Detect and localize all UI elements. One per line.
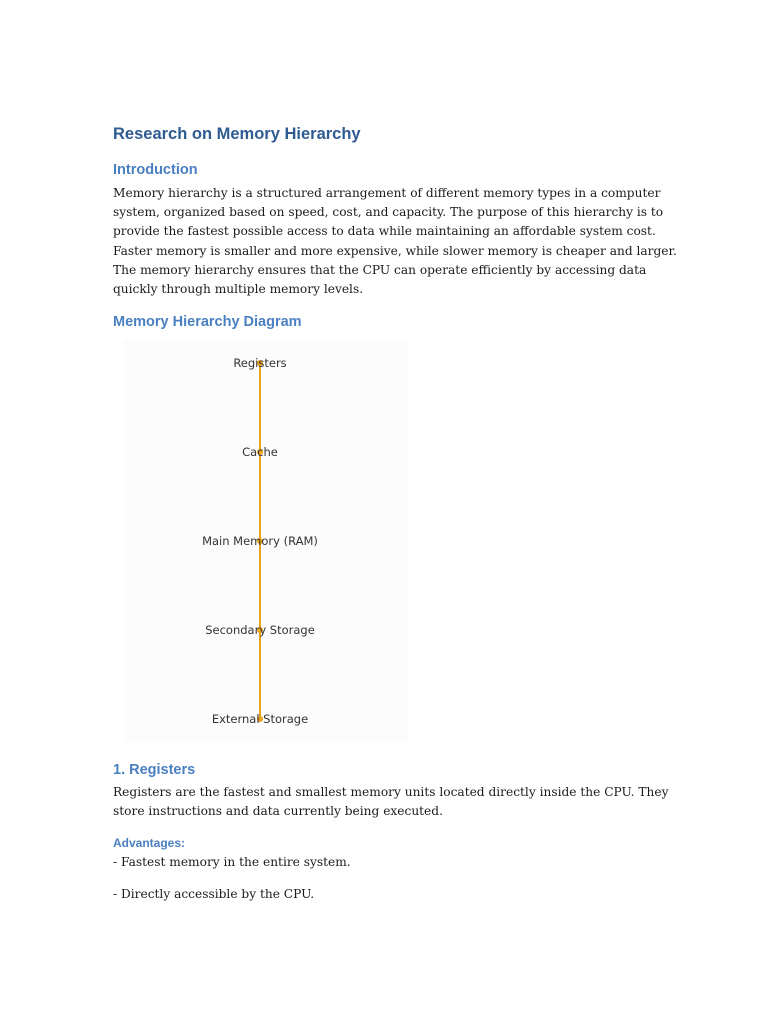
paragraph-line: store instructions and data currently being executed. — [113, 804, 443, 819]
memory-hierarchy-diagram — [123, 340, 408, 742]
diagram-canvas — [123, 340, 408, 742]
hierarchy-node-label: Secondary Storage — [205, 623, 315, 637]
paragraph-line: The memory hierarchy ensures that the CPU can operate efficiently by accessing data — [113, 262, 647, 277]
paragraph-line: provide the fastest possible access to data while maintaining an affordable system cost. — [113, 224, 656, 239]
advantage-item: - Directly accessible by the CPU. — [113, 887, 315, 901]
paragraph-line: Registers are the fastest and smallest memory units located directly inside the CPU. They — [113, 785, 669, 799]
hierarchy-node-label: Registers — [233, 356, 287, 370]
paragraph-line: Memory hierarchy is a structured arrangement of different memory types in a computer — [113, 186, 661, 200]
paragraph-line: Faster memory is smaller and more expensive, while slower memory is cheaper and larger. — [113, 243, 677, 258]
document-title: Research on Memory Hierarchy — [113, 125, 361, 143]
introduction-paragraph — [113, 184, 677, 299]
paragraph-line: quickly through multiple memory levels. — [113, 282, 364, 297]
registers-heading: 1. Registers — [113, 762, 196, 778]
advantage-item: - Fastest memory in the entire system. — [113, 855, 351, 869]
introduction-heading: Introduction — [113, 162, 198, 178]
paragraph-line: system, organized based on speed, cost, and capacity. The purpose of this hierarchy is to — [113, 205, 664, 220]
advantages-heading: Advantages: — [113, 836, 186, 850]
diagram-heading: Memory Hierarchy Diagram — [113, 314, 302, 330]
hierarchy-node-label: External Storage — [211, 712, 309, 726]
hierarchy-node-label: Cache — [242, 445, 278, 459]
registers-paragraph — [113, 783, 669, 821]
hierarchy-node-label: Main Memory (RAM) — [202, 534, 318, 548]
